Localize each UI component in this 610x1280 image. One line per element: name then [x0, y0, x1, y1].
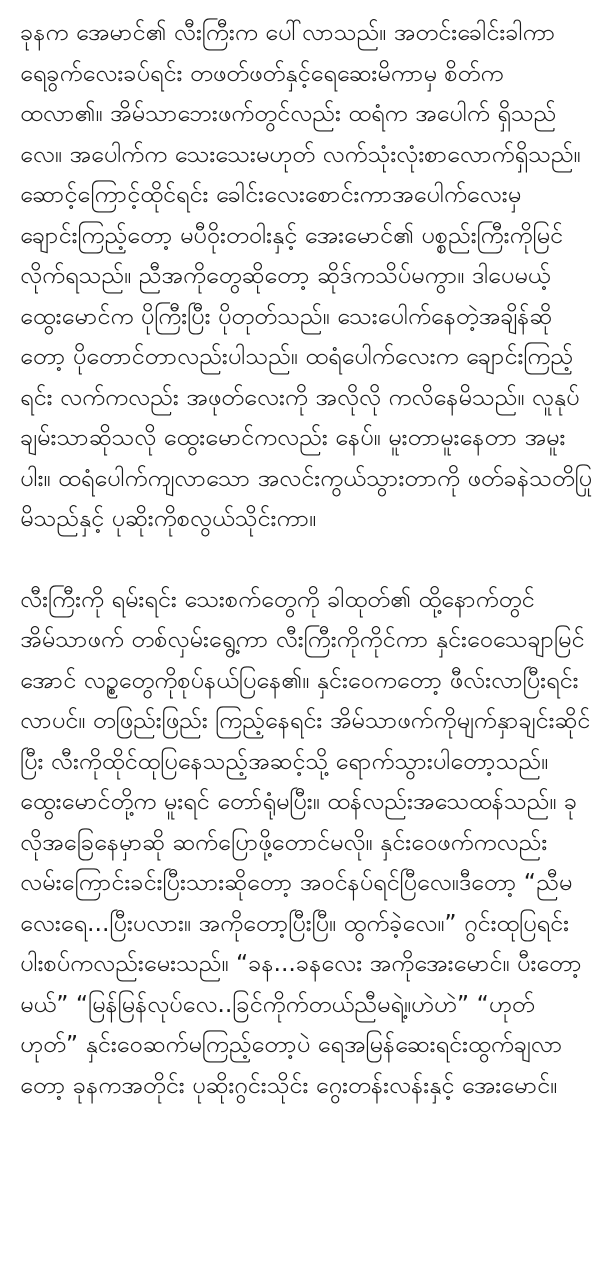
story-paragraph-2: လီးကြီးကို ရမ်းရင်း သေးစက်တွေကို ခါထုတ်၏ ထို့နောက်တွင် အိမ်သာဖက် တစ်လှမ်းရွေ့ကာ လီးကြီးကိုကိုင်ကာ နှင်းဝေသေချာမြင်အောင် လဥ္စတွေကိုစုပ်နယ်ပြနေ၏။ နှင်းဝေကတော့ ဖီလ်းလာပြီးရင်းလာပင်။ တဖြည်းဖြည်း ကြည့်နေရင်း အိမ်သာဖက်ကိုမျက်နှာချင်းဆိုင်ပြီး လီးကိုထိုင်ထုပြနေသည့်အဆင့်သို့ ရောက်သွားပါတော့သည်။ ထွေးမောင်တို့က မူးရင် တော်ရုံမပြီး။ ထန်လည်းအသေထန်သည်။ ခုလိုအခြေနေမှာဆို ဆက်ပြောဖို့တောင်မလို။ နှင်းဝေဖက်ကလည်း လမ်းကြောင်းခင်းပြီးသားဆိုတော့ အဝင်နပ်ရင်ပြီလေ။ဒီတော့ “ညီမလေးရေ...ပြီးပလား။ အကိုတော့ပြီးပြီ။ ထွက်ခဲ့လေ။” ဂွင်းထုပြရင်း ပါးစပ်ကလည်းမေးသည်။ “ခန...ခနလေး အကိုအေးမောင်။ ပီးတော့မယ်” “မြန်မြန်လုပ်လေ..ခြင်ကိုက်တယ်ညီမရဲ့။ဟဲဟဲ” “ဟုတ်ဟုတ်” နှင်းဝေဆက်မကြည့်တော့ပဲ ရေအမြန်ဆေးရင်းထွက်ချလာတော့ ခုနကအတိုင်း ပုဆိုးဂွင်းသိုင်း ဂွေးတန်းလန်းနှင့် အေးမောင်။	[20, 584, 591, 1099]
cropped-top-line	[20, 4, 592, 12]
story-paragraph-1: ခုနက အေမာင်၏ လီးကြီးက ပေါ်လာသည်။ အတင်းခေါင်းခါကာ ရေခွက်လေးခပ်ရင်း တဖတ်ဖတ်နှင့်ရေဆေးမိကာမှ စိတ်က ထလာ၏။ အိမ်သာဘေးဖက်တွင်လည်း ထရံက အပေါက် ရှိသည်လေ။ အပေါက်က သေးသေးမဟုတ် လက်သုံးလုံးစာလောက်ရှိသည်။ ဆောင့်ကြောင့်ထိုင်ရင်း ခေါင်းလေးစောင်းကာအပေါက်လေးမှချောင်းကြည့်တော့ မပီဝိုးတဝါးနှင့် အေးမောင်၏ ပစ္စည်းကြီးကိုမြင်လိုက်ရသည်။ ညီအကိုတွေဆိုတော့ ဆိုဒ်ကသိပ်မကွာ။ ဒါပေမယ့် ထွေးမောင်က ပိုကြီးပြီး ပိုတုတ်သည်။ သေးပေါက်နေတဲ့အချိန်ဆိုတော့ ပိုတောင်တာလည်းပါသည်။ ထရံပေါက်လေးက ချောင်းကြည့်ရင်း လက်ကလည်း အဖုတ်လေးကို အလိုလို ကလိနေမိသည်။ လူနုပ်ချမ်းသာဆိုသလို ထွေးမောင်ကလည်း နေပ်။ မူးတာမူးနေတာ အမူးပါး။ ထရံပေါက်ကျလာသော အလင်းကွယ်သွားတာကို ဖတ်ခနဲသတိပြုမိသည်နှင့် ပုဆိုးကိုစလွယ်သိုင်းကာ။	[20, 18, 592, 532]
paragraph-gap	[20, 539, 592, 579]
